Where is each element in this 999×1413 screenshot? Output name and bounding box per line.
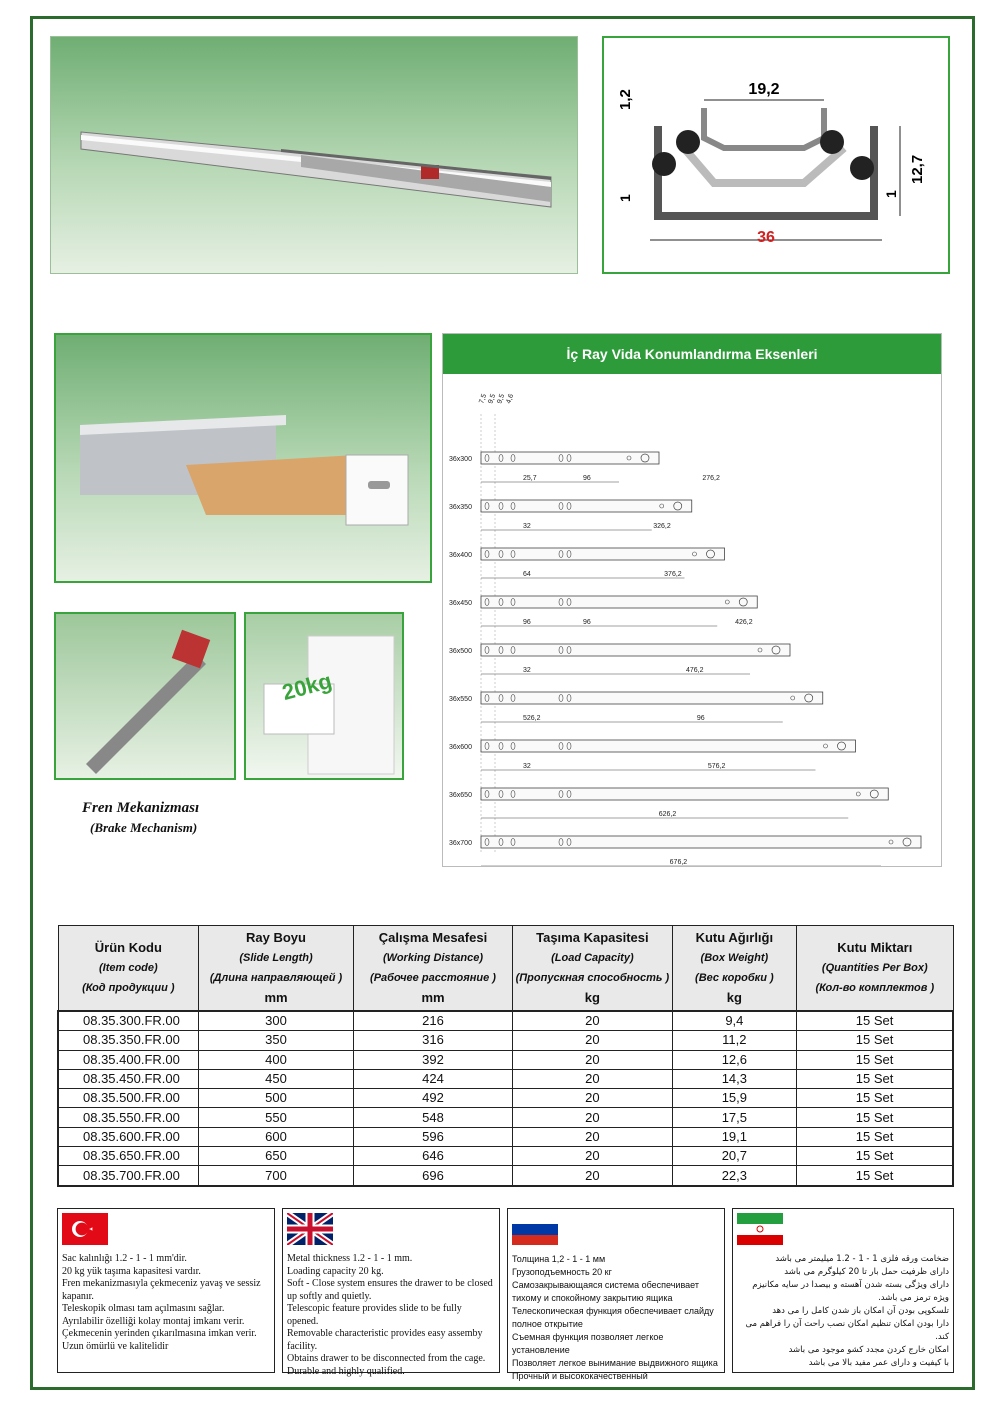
rail-row — [481, 788, 888, 800]
lang-box-tr — [57, 1208, 275, 1373]
table-cell: 14,3 — [672, 1069, 797, 1088]
lang-line: Самозакрывающаяся система обеспечивает тихому и спокойному закрытию ящика — [512, 1280, 699, 1303]
row-label: 36x350 — [449, 504, 472, 511]
table-cell: 08.35.600.FR.00 — [58, 1127, 199, 1146]
lang-line: Soft - Close system ensures the drawer to be closed up softly and quietly. — [287, 1278, 493, 1302]
header-ru: (Код продукции ) — [82, 982, 175, 994]
lang-line: Позволяет легкое вынимание выдвижного ящика — [512, 1358, 718, 1368]
table-cell: 20 — [513, 1069, 672, 1088]
lang-line: دارای ویژگی بسته شدن آهسته و بیصدا در سایه مکانیزم ویژه ترمز می باشد. — [752, 1280, 949, 1303]
lang-line: Uzun ömürlü ve kalitelidir — [62, 1340, 169, 1352]
lang-line: دارا بودن امکان تنظیم امکان نصب راحت آن را فراهم می کند. — [745, 1319, 949, 1342]
table-cell: 316 — [353, 1031, 512, 1050]
table-cell: 650 — [199, 1147, 354, 1166]
table-cell: 548 — [353, 1108, 512, 1127]
table-cell: 596 — [353, 1127, 512, 1146]
header-main: Çalışma Mesafesi — [378, 930, 488, 945]
dimension-label: 626,2 — [658, 811, 677, 818]
table-cell: 20 — [513, 1050, 672, 1069]
table-cell: 492 — [353, 1089, 512, 1108]
table-cell: 08.35.300.FR.00 — [58, 1011, 199, 1031]
lang-line: Съемная функция позволяет легкое установление — [512, 1332, 664, 1355]
table-header-row — [58, 926, 953, 1012]
table-cell: 20 — [513, 1108, 672, 1127]
russia-flag-icon — [512, 1213, 558, 1245]
lang-line: Durable and highly qualified. — [287, 1365, 405, 1377]
column-header — [797, 926, 953, 1012]
top-dim-label: 9,5 — [496, 393, 507, 405]
slide-rail-illustration — [51, 37, 577, 273]
lang-line: دارای ظرفیت حمل بار تا 20 کیلوگرم می باشد — [784, 1267, 949, 1277]
lang-line: ضخامت ورقه فلزی 1 - 1 - 1.2 میلیمتر می باشد — [775, 1254, 949, 1264]
table-cell: 20 — [513, 1127, 672, 1146]
schematic-header — [443, 334, 941, 374]
header-unit: kg — [726, 990, 742, 1005]
lang-line: Fren mekanizmasıyla çekmeceniz yavaş ve sessiz kapanır. — [62, 1278, 261, 1302]
table-cell: 17,5 — [672, 1108, 797, 1127]
row-label: 36x450 — [449, 600, 472, 607]
dimension-label: 32 — [523, 523, 531, 530]
table-cell: 08.35.650.FR.00 — [58, 1147, 199, 1166]
lang-box-ru — [507, 1208, 725, 1381]
brake-photo-left — [54, 612, 236, 780]
table-cell: 15 Set — [797, 1011, 953, 1031]
lang-line: تلسکوپی بودن آن امکان باز شدن کامل را می دهد — [772, 1306, 949, 1316]
table-cell: 20 — [513, 1166, 672, 1186]
ball-bearing — [652, 152, 676, 176]
row-label: 36x600 — [449, 744, 472, 751]
uk-flag-icon — [287, 1213, 333, 1245]
rail-row — [481, 740, 856, 752]
row-label: 36x400 — [449, 552, 472, 559]
header-unit: kg — [584, 990, 600, 1005]
table-cell: 15 Set — [797, 1166, 953, 1186]
dimension-label: 32 — [523, 667, 531, 674]
table-cell: 216 — [353, 1011, 512, 1031]
rail-row — [481, 548, 725, 560]
iran-flag-icon — [737, 1213, 783, 1245]
table-row — [58, 1031, 953, 1050]
lang-line: Çekmecenin yerinden çıkarılmasına imkan verir. — [62, 1328, 257, 1339]
table-cell: 392 — [353, 1050, 512, 1069]
row-label: 36x650 — [449, 792, 472, 799]
table-row — [58, 1089, 953, 1108]
rail-row — [481, 452, 659, 464]
header-main: Taşıma Kapasitesi — [536, 930, 649, 945]
dim-top: 19,2 — [748, 81, 780, 98]
brake-subtitle: (Brake Mechanism) — [90, 820, 198, 835]
dim-left: 1,2 — [617, 89, 634, 110]
column-header — [199, 926, 354, 1012]
lang-line: Sac kalınlığı 1.2 - 1 - 1 mm'dir. — [62, 1253, 187, 1264]
dim-bottom-small: 1 — [617, 194, 633, 202]
drawer-photo — [54, 333, 432, 583]
row-label: 36x300 — [449, 456, 472, 463]
header-main: Kutu Ağırlığı — [695, 930, 774, 945]
table-cell: 15 Set — [797, 1050, 953, 1069]
header-en: (Load Capacity) — [551, 952, 634, 964]
dimension-label: 326,2 — [653, 523, 671, 530]
table-cell: 15 Set — [797, 1147, 953, 1166]
row-label: 36x550 — [449, 696, 472, 703]
lang-line: Прочный и высококачественный — [512, 1371, 648, 1381]
header-main: Kutu Miktarı — [837, 940, 913, 955]
table-cell: 350 — [199, 1031, 354, 1050]
ball-bearing — [676, 130, 700, 154]
lang-line: Ayrılabilir özelliği kolay montaj imkanı verir. — [62, 1315, 245, 1327]
table-cell: 15 Set — [797, 1069, 953, 1088]
table-cell: 700 — [199, 1166, 354, 1186]
lang-line: Телескопическая функция обеспечивает слайду полное открытие — [512, 1306, 714, 1329]
table-cell: 9,4 — [672, 1011, 797, 1031]
dimension-label: 96 — [523, 619, 531, 626]
table-cell: 20 — [513, 1147, 672, 1166]
lang-line: با کیفیت و دارای عمر مفید بالا می باشد — [808, 1358, 949, 1368]
rail-row — [481, 500, 692, 512]
rail-row — [481, 644, 790, 656]
lang-text-tr — [62, 1253, 270, 1353]
header-ru: (Рабочее расстояние ) — [370, 972, 496, 984]
ball-bearing — [820, 130, 844, 154]
lang-text-ru — [512, 1253, 720, 1383]
spec-table — [57, 925, 954, 1187]
column-header — [672, 926, 797, 1012]
header-ru: (Вес коробки ) — [695, 972, 774, 984]
lang-line: Removable characteristic provides easy assemby facility. — [287, 1328, 483, 1352]
header-en: (Slide Length) — [239, 952, 313, 964]
table-cell: 08.35.500.FR.00 — [58, 1089, 199, 1108]
header-ru: (Пропускная способность ) — [515, 972, 670, 984]
dimension-label: 276,2 — [702, 475, 720, 482]
table-cell: 646 — [353, 1147, 512, 1166]
ball-bearing — [850, 156, 874, 180]
dimension-label: 96 — [583, 619, 591, 626]
schematic-drawing — [443, 374, 941, 866]
header-ru: (Кол-во комплектов ) — [815, 982, 935, 994]
header-unit: mm — [421, 990, 445, 1005]
row-label: 36x700 — [449, 840, 472, 847]
dim-width: 36 — [757, 229, 775, 246]
table-cell: 500 — [199, 1089, 354, 1108]
table-cell: 20 — [513, 1031, 672, 1050]
dimension-label: 96 — [696, 715, 705, 722]
table-cell: 424 — [353, 1069, 512, 1088]
table-cell: 696 — [353, 1166, 512, 1186]
lang-line: Metal thickness 1.2 - 1 - 1 mm. — [287, 1253, 413, 1264]
table-cell: 11,2 — [672, 1031, 797, 1050]
header-en: (Item code) — [98, 962, 158, 974]
lang-text-fa — [737, 1253, 949, 1370]
lang-line: Loading capacity 20 kg. — [287, 1265, 384, 1277]
table-cell: 08.35.700.FR.00 — [58, 1166, 199, 1186]
table-row — [58, 1108, 953, 1127]
load-badge: 20kg — [279, 667, 335, 706]
lang-box-fa — [732, 1208, 954, 1373]
brake-photo-right — [244, 612, 404, 780]
schematic-title: İç Ray Vida Konumlandırma Eksenleri — [566, 346, 818, 362]
table-row — [58, 1147, 953, 1166]
top-dim-label: 9,5 — [487, 393, 498, 405]
table-cell: 15,9 — [672, 1089, 797, 1108]
header-en: (Working Distance) — [382, 952, 484, 964]
table-cell: 20 — [513, 1011, 672, 1031]
lang-line: Teleskopik olması tam açılmasını sağlar. — [62, 1303, 225, 1314]
table-row — [58, 1050, 953, 1069]
table-cell: 08.35.350.FR.00 — [58, 1031, 199, 1050]
rail-row — [481, 692, 823, 704]
table-cell: 15 Set — [797, 1127, 953, 1146]
dim-right-small: 1 — [883, 190, 899, 198]
column-header — [353, 926, 512, 1012]
lang-box-en — [282, 1208, 500, 1377]
column-header — [58, 926, 199, 1012]
screw-schematic — [442, 333, 942, 867]
table-cell: 08.35.400.FR.00 — [58, 1050, 199, 1069]
table-cell: 450 — [199, 1069, 354, 1088]
product-photo — [50, 36, 578, 274]
table-cell: 15 Set — [797, 1089, 953, 1108]
dimension-label: 476,2 — [686, 667, 704, 674]
lang-line: 20 kg yük taşıma kapasitesi vardır. — [62, 1265, 201, 1277]
rail-row — [481, 836, 921, 848]
dimension-label: 376,2 — [664, 571, 682, 578]
dimension-label: 96 — [583, 475, 591, 482]
table-cell: 22,3 — [672, 1166, 797, 1186]
table-row — [58, 1166, 953, 1186]
profile-cross-section — [602, 36, 950, 274]
dimension-label: 676,2 — [669, 859, 688, 866]
row-label: 36x500 — [449, 648, 472, 655]
table-cell: 300 — [199, 1011, 354, 1031]
header-ru: (Длина направляющей ) — [209, 972, 343, 984]
table-cell: 15 Set — [797, 1108, 953, 1127]
lang-line: Толщина 1,2 - 1 - 1 мм — [512, 1254, 606, 1264]
header-unit: mm — [264, 990, 288, 1005]
table-cell: 12,6 — [672, 1050, 797, 1069]
rail-row — [481, 596, 757, 608]
table-cell: 08.35.450.FR.00 — [58, 1069, 199, 1088]
table-cell: 600 — [199, 1127, 354, 1146]
brake-title: Fren Mekanizması — [82, 800, 200, 816]
column-header — [513, 926, 672, 1012]
table-cell: 19,1 — [672, 1127, 797, 1146]
table-cell: 15 Set — [797, 1031, 953, 1050]
dimension-label: 426,2 — [735, 619, 753, 626]
table-row — [58, 1011, 953, 1031]
lang-line: Obtains drawer to be disconnected from the cage. — [287, 1353, 486, 1364]
table-row — [58, 1127, 953, 1146]
lang-text-en — [287, 1253, 495, 1378]
table-cell: 20 — [513, 1089, 672, 1108]
header-en: (Quantities Per Box) — [821, 962, 928, 974]
lang-line: Грузоподъемность 20 кг — [512, 1267, 612, 1277]
top-dim-label: 4,6 — [505, 393, 516, 405]
table-cell: 20,7 — [672, 1147, 797, 1166]
dimension-label: 64 — [523, 571, 531, 578]
lang-line: امکان خارج کردن مجدد کشو موجود می باشد — [788, 1345, 949, 1355]
table-cell: 08.35.550.FR.00 — [58, 1108, 199, 1127]
table-cell: 550 — [199, 1108, 354, 1127]
header-main: Ürün Kodu — [94, 940, 162, 955]
header-en: (Box Weight) — [700, 952, 769, 964]
dimension-label: 526,2 — [523, 715, 541, 722]
dimension-label: 25,7 — [523, 475, 537, 482]
header-main: Ray Boyu — [246, 930, 306, 945]
top-dim-label: 7,5 — [478, 393, 489, 405]
table-cell: 400 — [199, 1050, 354, 1069]
dim-right: 12,7 — [909, 154, 926, 184]
table-row — [58, 1069, 953, 1088]
dimension-label: 576,2 — [707, 763, 726, 770]
turkey-flag-icon — [62, 1213, 108, 1245]
dimension-label: 32 — [523, 763, 531, 770]
lang-line: Telescopic feature provides slide to be fully opened. — [287, 1303, 462, 1327]
